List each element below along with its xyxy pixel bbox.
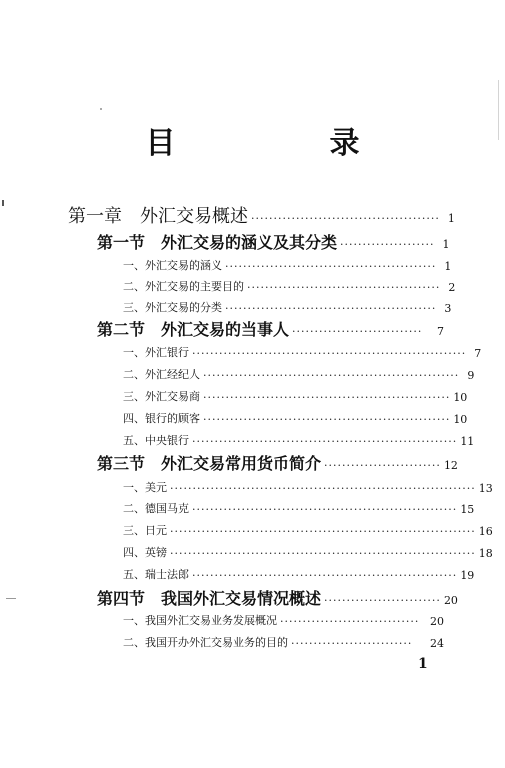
toc-label: 第一节 外汇交易的涵义及其分类 (97, 233, 338, 252)
toc-page: 12 (443, 459, 458, 472)
toc-item[interactable] (123, 278, 456, 294)
toc-page: 1 (444, 260, 452, 273)
toc-label: 第三节 外汇交易常用货币简介 (97, 454, 322, 473)
toc-label: 二、德国马克 (123, 502, 189, 515)
toc-label: 四、英镑 (123, 546, 167, 559)
scan-speck (2, 200, 4, 206)
toc-page: 1 (447, 212, 455, 225)
toc-leader: ·························· (324, 459, 441, 472)
toc-item[interactable] (123, 388, 468, 404)
page-number: 1 (418, 656, 428, 672)
toc-label: 二、外汇经纪人 (123, 368, 200, 381)
toc-leader: ··············································· (225, 260, 437, 273)
toc-page: 1 (442, 238, 450, 251)
toc-label: 二、外汇交易的主要目的 (123, 280, 244, 293)
toc-label: 三、日元 (123, 524, 167, 537)
toc-page: 7 (474, 347, 482, 360)
toc-label: 一、外汇银行 (123, 346, 189, 359)
toc-label: 二、我国开办外汇交易业务的目的 (123, 636, 288, 649)
toc-label: 三、外汇交易商 (123, 390, 200, 403)
toc-item[interactable] (123, 612, 444, 628)
toc-page: 20 (443, 594, 458, 607)
toc-item[interactable] (123, 522, 493, 538)
toc-label: 五、中央银行 (123, 434, 189, 447)
toc-item[interactable] (123, 634, 444, 650)
toc-label: 四、银行的顾客 (123, 412, 200, 425)
toc-item[interactable] (123, 344, 482, 360)
toc-item[interactable] (123, 566, 475, 582)
toc-page: 20 (430, 615, 444, 628)
toc-item[interactable] (123, 432, 475, 448)
toc-leader: ···································································· (170, 525, 476, 538)
toc-leader: ······························· (280, 615, 420, 628)
toc-section-2[interactable] (97, 318, 444, 340)
toc-label: 三、外汇交易的分类 (123, 301, 222, 314)
page-title: 目 录 (145, 126, 422, 161)
toc-label: 第四节 我国外汇交易情况概述 (97, 589, 322, 608)
toc-page: 24 (430, 637, 444, 650)
toc-leader: ························································· (203, 369, 460, 382)
toc-page: 18 (478, 547, 493, 560)
toc-item[interactable] (123, 500, 475, 516)
toc-leader: ···································································· (170, 547, 476, 560)
toc-label: 一、外汇交易的涵义 (123, 259, 222, 272)
toc-leader: ···································································· (170, 482, 476, 495)
toc-page: 7 (437, 325, 444, 338)
toc-leader: ··························· (291, 637, 413, 650)
toc-page: 2 (448, 281, 456, 294)
scan-edge (498, 80, 499, 140)
toc-page: 11 (460, 435, 475, 448)
toc-leader: ··············································· (225, 302, 437, 315)
toc-section-1[interactable] (97, 231, 450, 253)
toc-page: 10 (453, 391, 468, 404)
toc-page: 19 (460, 569, 475, 582)
toc-leader: ··········································· (247, 281, 441, 294)
toc-item[interactable] (123, 410, 468, 426)
toc-page: 13 (478, 482, 493, 495)
toc-leader: ··························································· (192, 503, 458, 516)
toc-page: 15 (460, 503, 475, 516)
toc-label: 第一章 外汇交易概述 (68, 206, 248, 227)
toc-item[interactable] (123, 366, 475, 382)
toc-section-4[interactable] (97, 587, 458, 609)
scan-speck (6, 598, 16, 599)
toc-leader: ····························· (292, 325, 423, 338)
toc-leader: ·········································· (251, 212, 440, 225)
toc-label: 第二节 外汇交易的当事人 (97, 320, 290, 339)
toc-item[interactable] (123, 544, 493, 560)
toc-leader: ······················································· (203, 413, 451, 426)
toc-page: 16 (478, 525, 493, 538)
toc-leader: ····················· (340, 238, 435, 251)
toc-section-3[interactable] (97, 452, 458, 474)
toc-label: 一、美元 (123, 481, 167, 494)
toc-leader: ··························································· (192, 569, 458, 582)
toc-leader: ·························· (324, 594, 441, 607)
toc-item[interactable] (123, 257, 452, 273)
toc-chapter-1[interactable] (68, 204, 455, 228)
toc-page: 3 (444, 302, 452, 315)
toc-page: 9 (467, 369, 475, 382)
scan-speck (100, 108, 102, 110)
toc-label: 五、瑞士法郎 (123, 568, 189, 581)
toc-leader: ··························································· (192, 435, 458, 448)
toc-item[interactable] (123, 299, 452, 315)
toc-leader: ····························································· (192, 347, 467, 360)
toc-leader: ······················································· (203, 391, 451, 404)
toc-page: 10 (453, 413, 468, 426)
toc-label: 一、我国外汇交易业务发展概况 (123, 614, 277, 627)
toc-item[interactable] (123, 479, 493, 495)
